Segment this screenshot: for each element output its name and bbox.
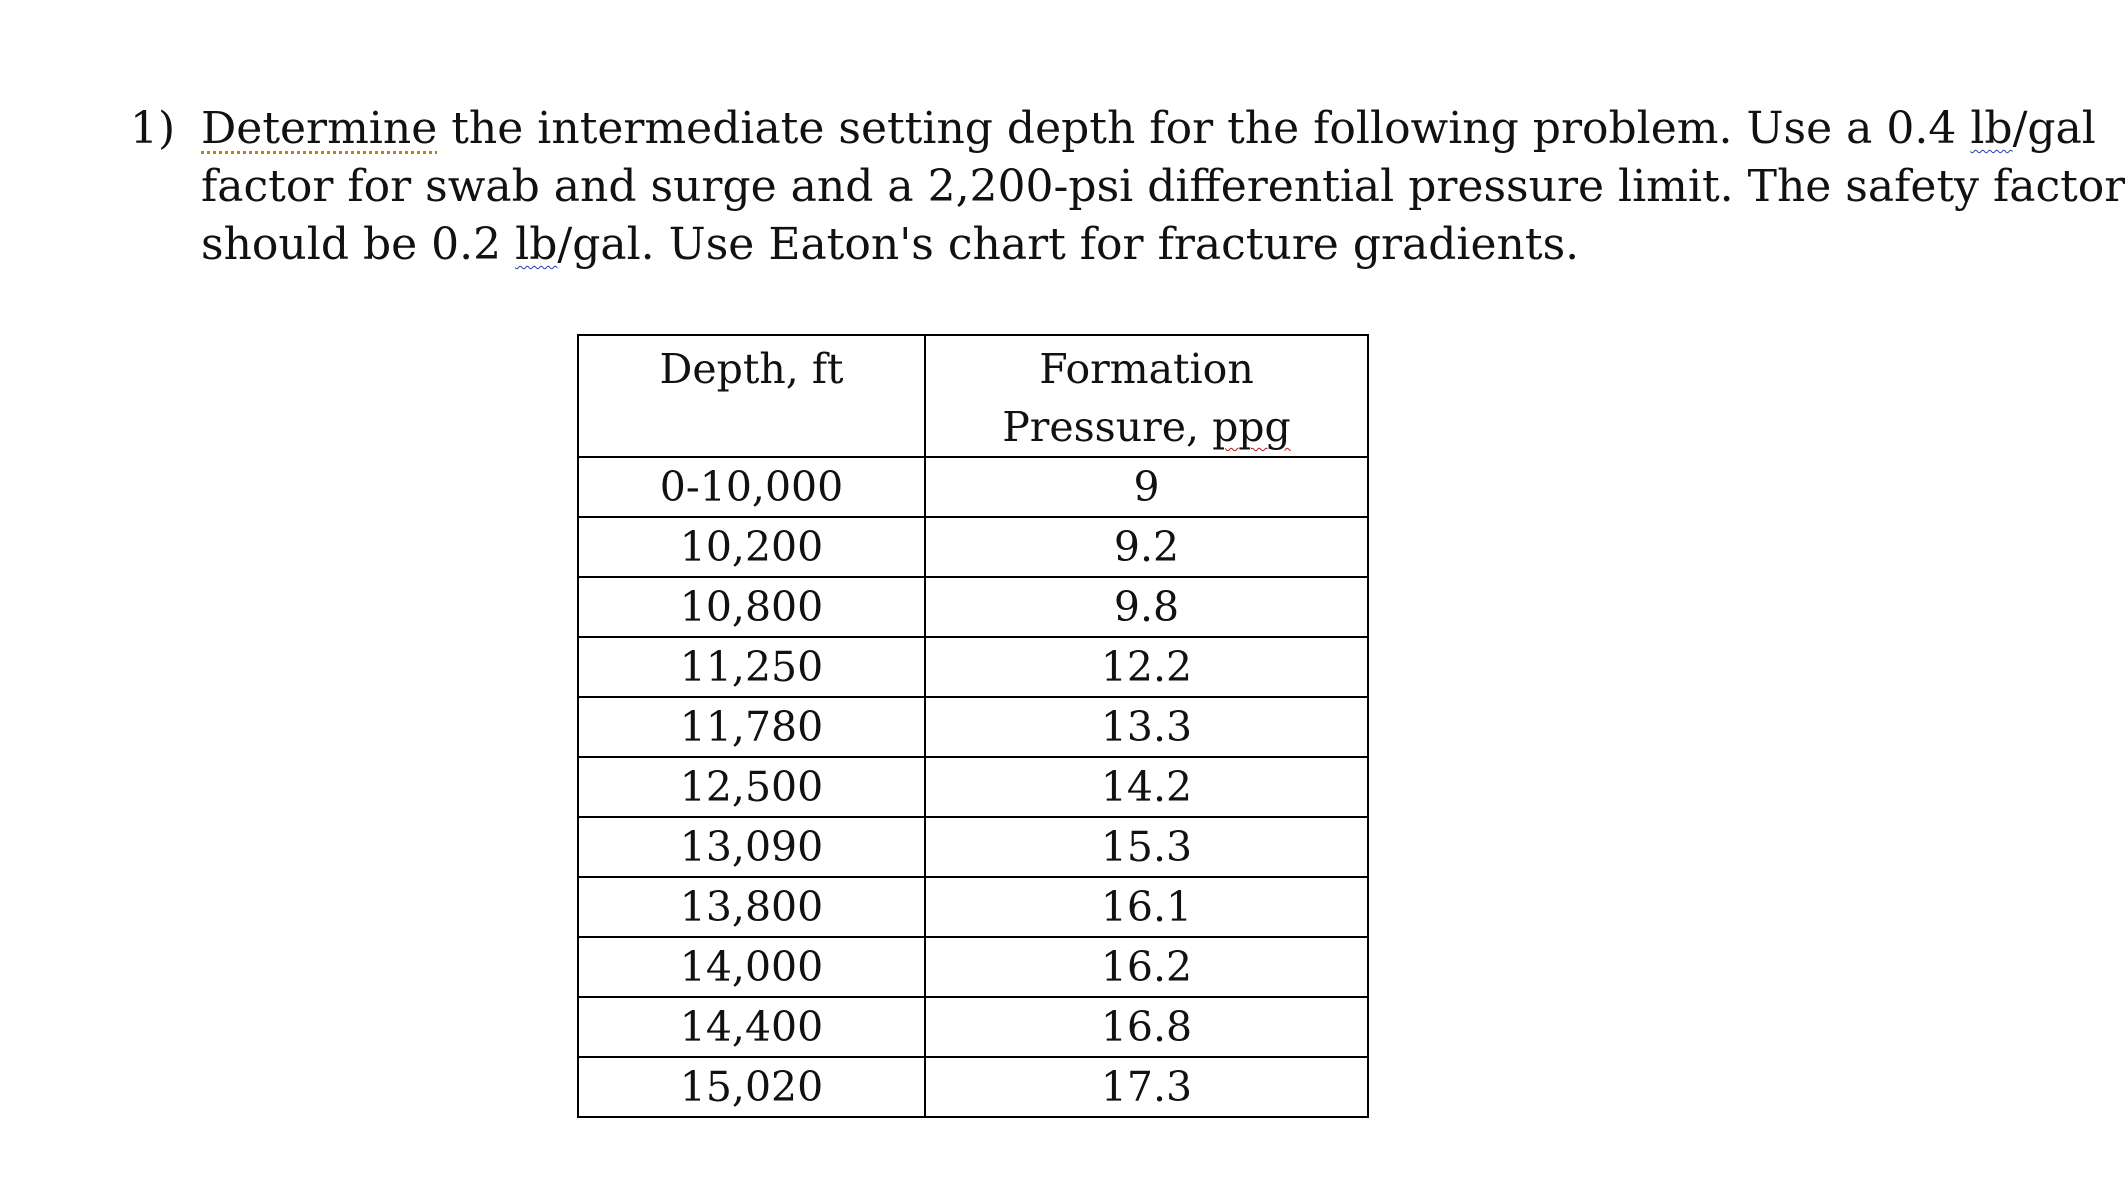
problem-text — [201, 100, 2125, 274]
pressure-cell: 16.1 — [925, 877, 1368, 937]
depth-cell: 11,250 — [578, 637, 925, 697]
problem-line-1: Determine the intermediate setting depth for the following problem. Use a 0.4 lb/gal — [201, 103, 2096, 154]
depth-cell: 11,780 — [578, 697, 925, 757]
spell-flagged-unit: ppg — [1212, 403, 1291, 451]
spell-flagged-unit: lb — [1970, 103, 2013, 154]
grammar-flagged-word: Determine — [201, 103, 438, 154]
pressure-cell: 17.3 — [925, 1057, 1368, 1117]
pressure-cell: 14.2 — [925, 757, 1368, 817]
problem-line-3: should be 0.2 lb/gal. Use Eaton's chart for fracture gradients. — [201, 219, 1580, 270]
spell-flagged-unit: lb — [515, 219, 558, 270]
pressure-cell: 9 — [925, 457, 1368, 517]
table-row — [578, 757, 1368, 817]
depth-cell: 14,000 — [578, 937, 925, 997]
depth-cell: 13,800 — [578, 877, 925, 937]
problem-line-2: factor for swab and surge and a 2,200-psi differential pressure limit. The safety factor — [201, 161, 2125, 212]
table-row — [578, 697, 1368, 757]
depth-cell: 13,090 — [578, 817, 925, 877]
pressure-cell: 15.3 — [925, 817, 1368, 877]
table-row — [578, 637, 1368, 697]
depth-cell: 12,500 — [578, 757, 925, 817]
table-row — [578, 517, 1368, 577]
problem-number: 1) — [130, 103, 176, 154]
pressure-cell: 16.8 — [925, 997, 1368, 1057]
pressure-cell: 9.8 — [925, 577, 1368, 637]
depth-cell: 15,020 — [578, 1057, 925, 1117]
table-row — [578, 817, 1368, 877]
depth-pressure-table — [577, 334, 1369, 1118]
table-header-row — [578, 335, 1368, 457]
table-row — [578, 877, 1368, 937]
depth-cell: 10,800 — [578, 577, 925, 637]
pressure-cell: 9.2 — [925, 517, 1368, 577]
pressure-cell: 12.2 — [925, 637, 1368, 697]
table-row — [578, 1057, 1368, 1117]
depth-cell: 14,400 — [578, 997, 925, 1057]
table-row — [578, 997, 1368, 1057]
header-formation-pressure: Formation Pressure, ppg — [925, 335, 1368, 457]
table-row — [578, 457, 1368, 517]
pressure-cell: 16.2 — [925, 937, 1368, 997]
pressure-cell: 13.3 — [925, 697, 1368, 757]
header-depth: Depth, ft — [578, 335, 925, 457]
depth-cell: 10,200 — [578, 517, 925, 577]
table-row — [578, 937, 1368, 997]
depth-cell: 0-10,000 — [578, 457, 925, 517]
table-row — [578, 577, 1368, 637]
